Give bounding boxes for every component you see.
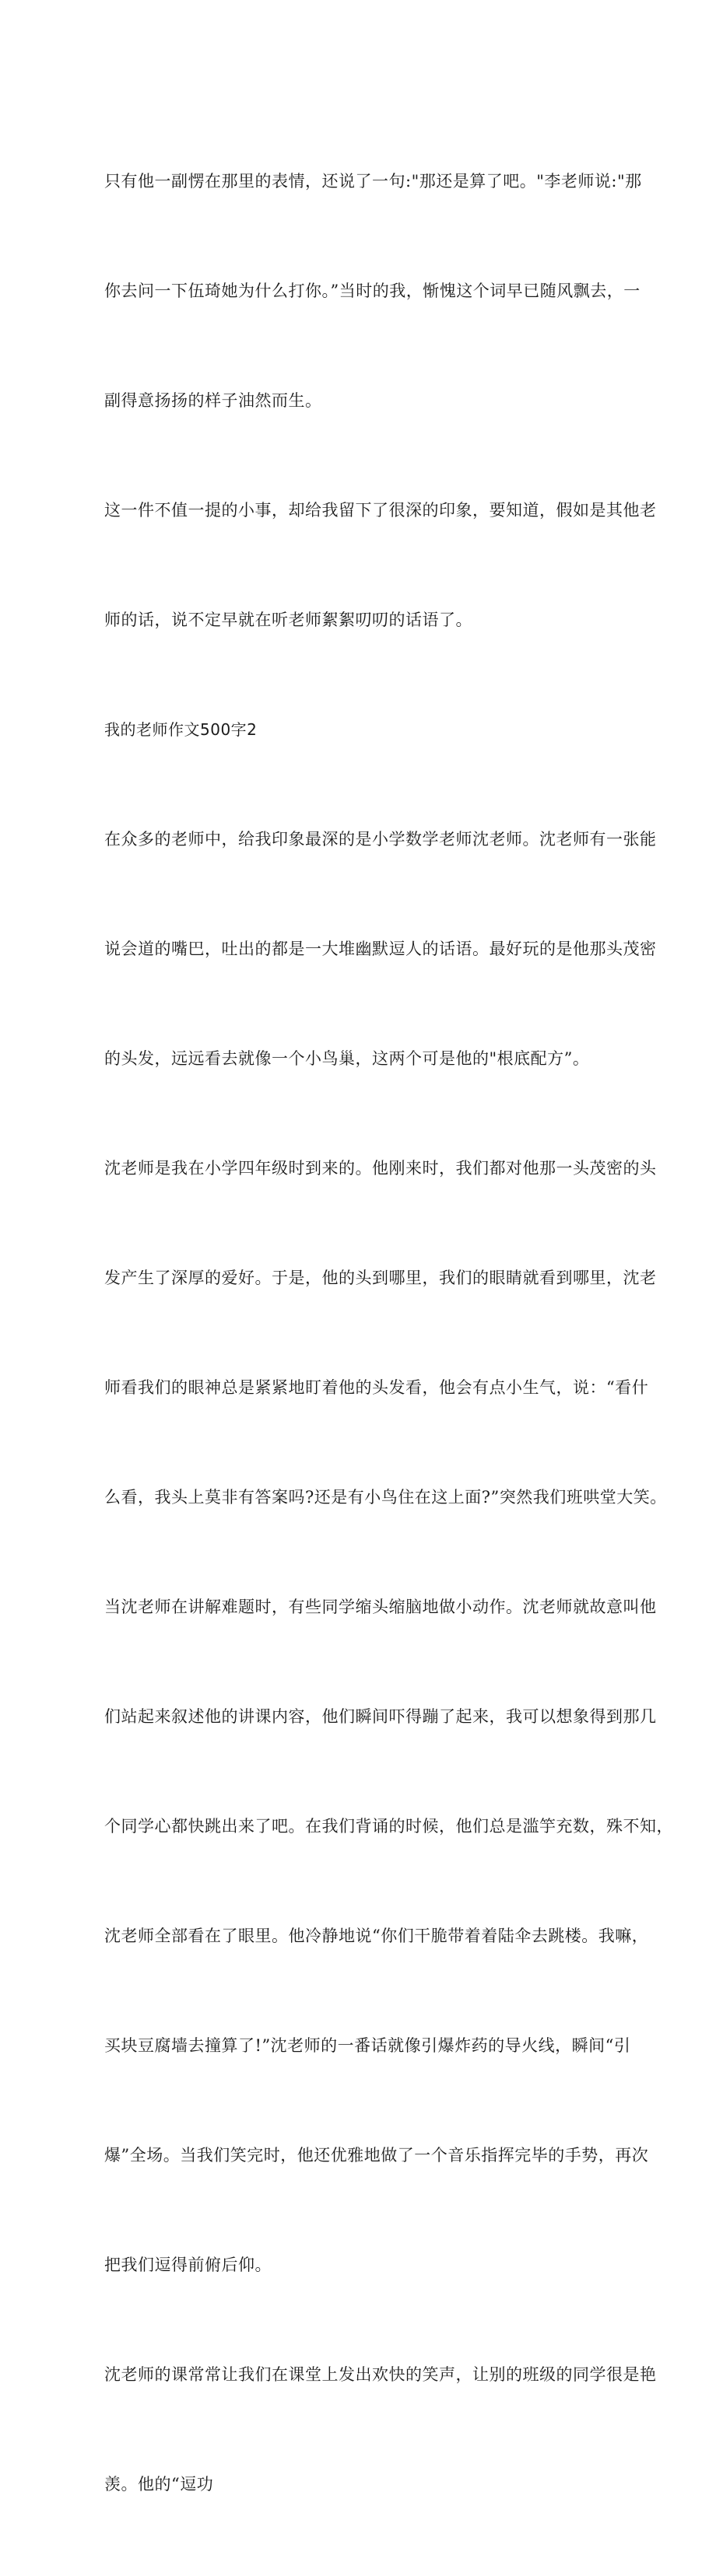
- text-line: 说会道的嘴巴，吐出的都是一大堆幽默逗人的话语。最好玩的是他那头茂密: [104, 940, 657, 958]
- text-line: 发产生了深厚的爱好。于是，他的头到哪里，我们的眼睛就看到哪里，沈老: [104, 1269, 657, 1287]
- text-line: 在众多的老师中，给我印象最深的是小学数学老师沈老师。沈老师有一张能: [104, 830, 657, 849]
- text-line: 们站起来叙述他的讲课内容，他们瞬间吓得蹦了起来，我可以想象得到那几: [104, 1707, 657, 1726]
- text-line: 这一件不值一提的小事，却给我留下了很深的印象，要知道，假如是其他老: [104, 501, 657, 520]
- text-line: 沈老师是我在小学四年级时到来的。他刚来时，我们都对他那一头茂密的头: [104, 1159, 657, 1178]
- text-line: 师看我们的眼神总是紧紧地盯着他的头发看，他会有点小生气，说：“看什: [104, 1378, 649, 1397]
- text-line: 沈老师全部看在了眼里。他冷静地说“你们干脆带着着陆伞去跳楼。我嘛，: [104, 1927, 649, 1945]
- text-line: 你去问一下伍琦她为什么打你。”当时的我，惭愧这个词早已随风飘去，一: [104, 282, 641, 300]
- text-line: 副得意扬扬的样子油然而生。: [104, 391, 322, 410]
- text-line: 沈老师的课常常让我们在课堂上发出欢快的笑声，让别的班级的同学很是艳: [104, 2365, 657, 2384]
- text-line: 只有他一副愣在那里的表情，还说了一句:"那还是算了吧。"李老师说:"那: [104, 172, 642, 191]
- text-line: 爆”全场。当我们笑完时，他还优雅地做了一个音乐指挥完毕的手势，再次: [104, 2146, 649, 2165]
- text-line: 师的话，说不定早就在听老师絮絮叨叨的话语了。: [104, 611, 472, 629]
- text-line: 么看，我头上莫非有答案吗?还是有小鸟住在这上面?”突然我们班哄堂大笑。: [104, 1488, 667, 1507]
- text-line: 把我们逗得前俯后仰。: [104, 2256, 272, 2274]
- text-line: 羡。他的“逗功: [104, 2475, 214, 2494]
- text-line: 个同学心都快跳出来了吧。在我们背诵的时候，他们总是滥竽充数，殊不知，: [104, 1817, 673, 1836]
- text-line: 当沈老师在讲解难题时，有些同学缩头缩脑地做小动作。沈老师就故意叫他: [104, 1598, 657, 1616]
- text-line: 买块豆腐墙去撞算了!”沈老师的一番话就像引爆炸药的导火线，瞬间“引: [104, 2036, 631, 2055]
- text-line: 的头发，远远看去就像一个小鸟巢，这两个可是他的"根底配方”。: [104, 1049, 590, 1068]
- document-body: [104, 90, 673, 2576]
- section-heading: 我的老师作文500字2: [104, 720, 258, 739]
